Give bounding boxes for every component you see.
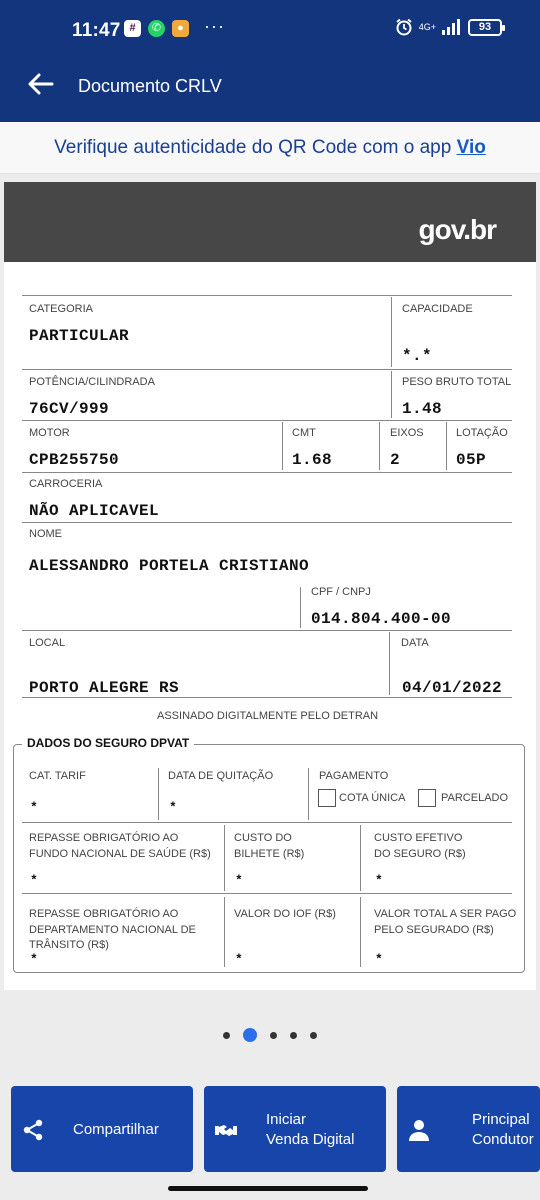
divider bbox=[391, 371, 392, 418]
repasse-transito-label-3: TRÂNSITO (R$) bbox=[29, 939, 109, 951]
cat-tarif-value: * bbox=[30, 800, 39, 815]
slack-notification-icon: # bbox=[124, 20, 141, 37]
data-label: DATA bbox=[401, 637, 429, 649]
discord-notification-icon: ● bbox=[172, 20, 189, 37]
potencia-value: 76CV/999 bbox=[29, 400, 110, 418]
cota-unica-label: COTA ÚNICA bbox=[339, 792, 406, 804]
capacidade-value: *.* bbox=[402, 347, 433, 365]
battery-icon: 93 bbox=[468, 19, 502, 36]
page-dot-active[interactable] bbox=[243, 1028, 257, 1042]
local-label: LOCAL bbox=[29, 637, 66, 649]
local-value: PORTO ALEGRE RS bbox=[29, 679, 180, 697]
peso-label: PESO BRUTO TOTAL bbox=[402, 376, 512, 388]
divider bbox=[22, 522, 512, 523]
capacidade-label: CAPACIDADE bbox=[402, 303, 473, 315]
valor-total-label-1: VALOR TOTAL A SER PAGO bbox=[374, 908, 517, 920]
custo-efetivo-value: * bbox=[375, 873, 384, 888]
repasse-saude-value: * bbox=[30, 873, 39, 888]
divider bbox=[308, 768, 309, 820]
person-icon bbox=[407, 1118, 431, 1142]
cota-unica-checkbox bbox=[318, 789, 336, 807]
divider bbox=[300, 587, 301, 628]
custo-bilhete-label-2: BILHETE (R$) bbox=[234, 848, 305, 860]
eixos-label: EIXOS bbox=[390, 427, 424, 439]
valor-iof-label: VALOR DO IOF (R$) bbox=[234, 908, 336, 920]
divider bbox=[224, 825, 225, 891]
motor-label: MOTOR bbox=[29, 427, 70, 439]
divider bbox=[22, 472, 512, 473]
lotacao-label: LOTAÇÃO bbox=[456, 427, 508, 439]
app-bar bbox=[0, 46, 540, 122]
page-dot[interactable] bbox=[223, 1032, 230, 1039]
eixos-value: 2 bbox=[390, 451, 401, 469]
page-dot[interactable] bbox=[290, 1032, 297, 1039]
home-indicator[interactable] bbox=[168, 1186, 368, 1191]
cmt-value: 1.68 bbox=[292, 451, 333, 469]
share-icon bbox=[21, 1118, 45, 1142]
page-title: Documento CRLV bbox=[78, 76, 222, 96]
categoria-label: CATEGORIA bbox=[29, 303, 93, 315]
more-notifications-icon: ··· bbox=[204, 16, 225, 36]
cpf-value: 014.804.400-00 bbox=[311, 610, 452, 628]
custo-efetivo-label-1: CUSTO EFETIVO bbox=[374, 832, 463, 844]
nome-value: ALESSANDRO PORTELA CRISTIANO bbox=[29, 557, 310, 575]
divider bbox=[282, 422, 283, 470]
potencia-label: POTÊNCIA/CILINDRADA bbox=[29, 376, 155, 388]
repasse-transito-label-2: DEPARTAMENTO NACIONAL DE bbox=[29, 924, 196, 936]
page-indicator bbox=[0, 1028, 540, 1042]
valor-iof-value: * bbox=[235, 952, 244, 967]
condutor-label-2: Condutor bbox=[472, 1131, 534, 1148]
repasse-saude-label-2: FUNDO NACIONAL DE SAÚDE (R$) bbox=[29, 848, 211, 860]
cpf-label: CPF / CNPJ bbox=[311, 586, 371, 598]
pagamento-label: PAGAMENTO bbox=[319, 770, 389, 782]
alarm-icon bbox=[395, 18, 413, 36]
handshake-icon bbox=[214, 1118, 238, 1142]
repasse-transito-value: * bbox=[30, 952, 39, 967]
carroceria-label: CARROCERIA bbox=[29, 478, 103, 490]
condutor-label-1: Principal bbox=[472, 1111, 530, 1128]
valor-total-label-2: PELO SEGURADO (R$) bbox=[374, 924, 494, 936]
page-dot[interactable] bbox=[270, 1032, 277, 1039]
vio-app-link[interactable]: Vio bbox=[456, 137, 486, 158]
data-quitacao-value: * bbox=[169, 800, 178, 815]
custo-efetivo-label-2: DO SEGURO (R$) bbox=[374, 848, 466, 860]
divider bbox=[224, 897, 225, 967]
assinado-text: ASSINADO DIGITALMENTE PELO DETRAN bbox=[157, 710, 379, 722]
status-time: 11:47 bbox=[72, 20, 121, 41]
divider bbox=[22, 893, 512, 894]
share-label: Compartilhar bbox=[73, 1121, 159, 1138]
govbr-logo: gov.br bbox=[418, 214, 496, 245]
divider bbox=[158, 768, 159, 820]
divider bbox=[22, 420, 512, 421]
divider bbox=[389, 632, 390, 695]
venda-digital-button[interactable] bbox=[204, 1086, 386, 1172]
venda-label-1: Iniciar bbox=[266, 1111, 307, 1128]
verify-banner bbox=[0, 122, 540, 174]
parcelado-checkbox bbox=[418, 789, 436, 807]
data-quitacao-label: DATA DE QUITAÇÃO bbox=[168, 770, 274, 782]
network-type: 4G+ bbox=[418, 22, 436, 32]
divider bbox=[446, 422, 447, 470]
custo-bilhete-value: * bbox=[235, 873, 244, 888]
divider bbox=[391, 297, 392, 367]
divider bbox=[360, 897, 361, 967]
verify-text: Verifique autenticidade do QR Code com o app bbox=[54, 137, 457, 158]
divider bbox=[22, 369, 512, 370]
venda-label-2: Venda Digital bbox=[266, 1131, 355, 1148]
divider bbox=[360, 825, 361, 891]
parcelado-label: PARCELADO bbox=[441, 792, 509, 804]
status-bar bbox=[0, 0, 540, 46]
divider bbox=[22, 697, 512, 698]
repasse-saude-label-1: REPASSE OBRIGATÓRIO AO bbox=[29, 832, 179, 844]
status-right bbox=[395, 18, 502, 36]
peso-value: 1.48 bbox=[402, 400, 443, 418]
page-dot[interactable] bbox=[310, 1032, 317, 1039]
divider bbox=[22, 630, 512, 631]
data-value: 04/01/2022 bbox=[402, 679, 503, 697]
cat-tarif-label: CAT. TARIF bbox=[29, 770, 86, 782]
motor-value: CPB255750 bbox=[29, 451, 120, 469]
share-button[interactable] bbox=[11, 1086, 193, 1172]
dpvat-title: DADOS DO SEGURO DPVAT bbox=[22, 736, 194, 750]
custo-bilhete-label-1: CUSTO DO bbox=[234, 832, 292, 844]
divider bbox=[22, 822, 512, 823]
lotacao-value: 05P bbox=[456, 451, 487, 469]
valor-total-value: * bbox=[375, 952, 384, 967]
back-arrow-icon[interactable] bbox=[24, 68, 56, 100]
signal-icon bbox=[442, 19, 462, 35]
categoria-value: PARTICULAR bbox=[29, 327, 130, 345]
divider bbox=[379, 422, 380, 470]
cmt-label: CMT bbox=[292, 427, 316, 439]
repasse-transito-label-1: REPASSE OBRIGATÓRIO AO bbox=[29, 908, 179, 920]
document-header bbox=[4, 182, 536, 262]
divider bbox=[22, 295, 512, 296]
principal-condutor-button[interactable] bbox=[397, 1086, 540, 1172]
nome-label: NOME bbox=[29, 528, 62, 540]
whatsapp-notification-icon: ✆ bbox=[148, 20, 165, 37]
carroceria-value: NÃO APLICAVEL bbox=[29, 502, 160, 520]
crlv-document bbox=[4, 182, 536, 990]
